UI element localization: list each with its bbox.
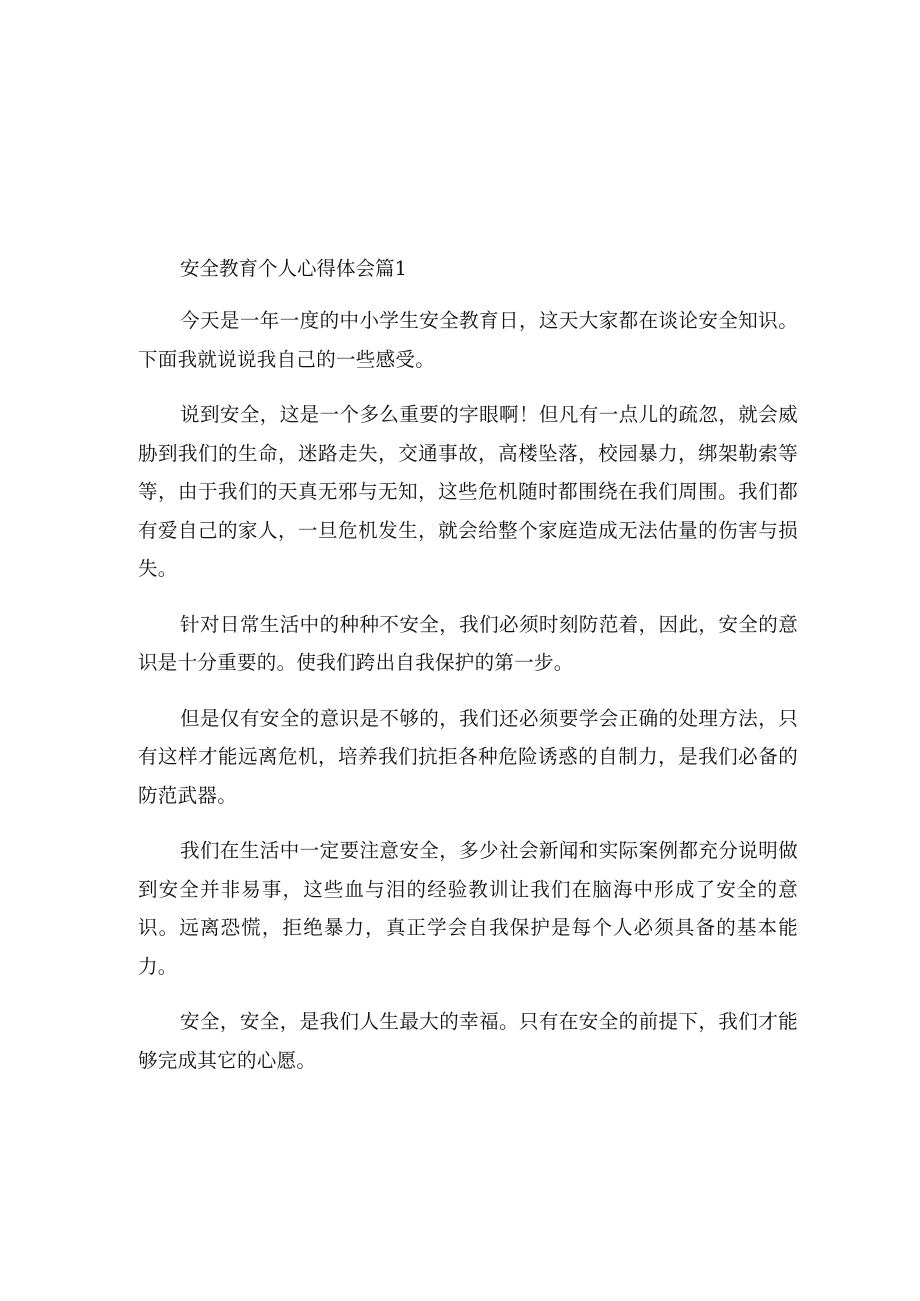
document-title: 安全教育个人心得体会篇1: [180, 257, 407, 280]
paragraph-6: 安全，安全，是我们人生最大的幸福。只有在安全的前提下，我们才能够完成其它的心愿。: [138, 1010, 798, 1072]
document-body: [138, 255, 798, 1097]
paragraph-4: 但是仅有安全的意识是不够的，我们还必须要学会正确的处理方法，只有这样才能远离危机，培养我们抗拒各种危险诱惑的自制力，是我们必备的防范武器。: [138, 706, 798, 807]
paragraph-2: 说到安全，这是一个多么重要的字眼啊！但凡有一点儿的疏忽，就会威胁到我们的生命，迷路走失，交通事故，高楼坠落，校园暴力，绑架勒索等等，由于我们的天真无邪与无知，这些危机随时都围绕在我们周围。我们都有爱自己的家人，一旦危机发生，就会给整个家庭造成无法估量的伤害与损失。: [138, 403, 798, 580]
paragraph-1: 今天是一年一度的中小学生安全教育日，这天大家都在谈论安全知识。下面我就说说我自己的一些感受。: [138, 309, 798, 371]
paragraph-3: 针对日常生活中的种种不安全，我们必须时刻防范着，因此，安全的意识是十分重要的。使我们跨出自我保护的第一步。: [138, 612, 798, 674]
paragraph-5: 我们在生活中一定要注意安全，多少社会新闻和实际案例都充分说明做到安全并非易事，这些血与泪的经验教训让我们在脑海中形成了安全的意识。远离恐慌，拒绝暴力，真正学会自我保护是每个人必须具备的基本能力。: [138, 839, 798, 978]
